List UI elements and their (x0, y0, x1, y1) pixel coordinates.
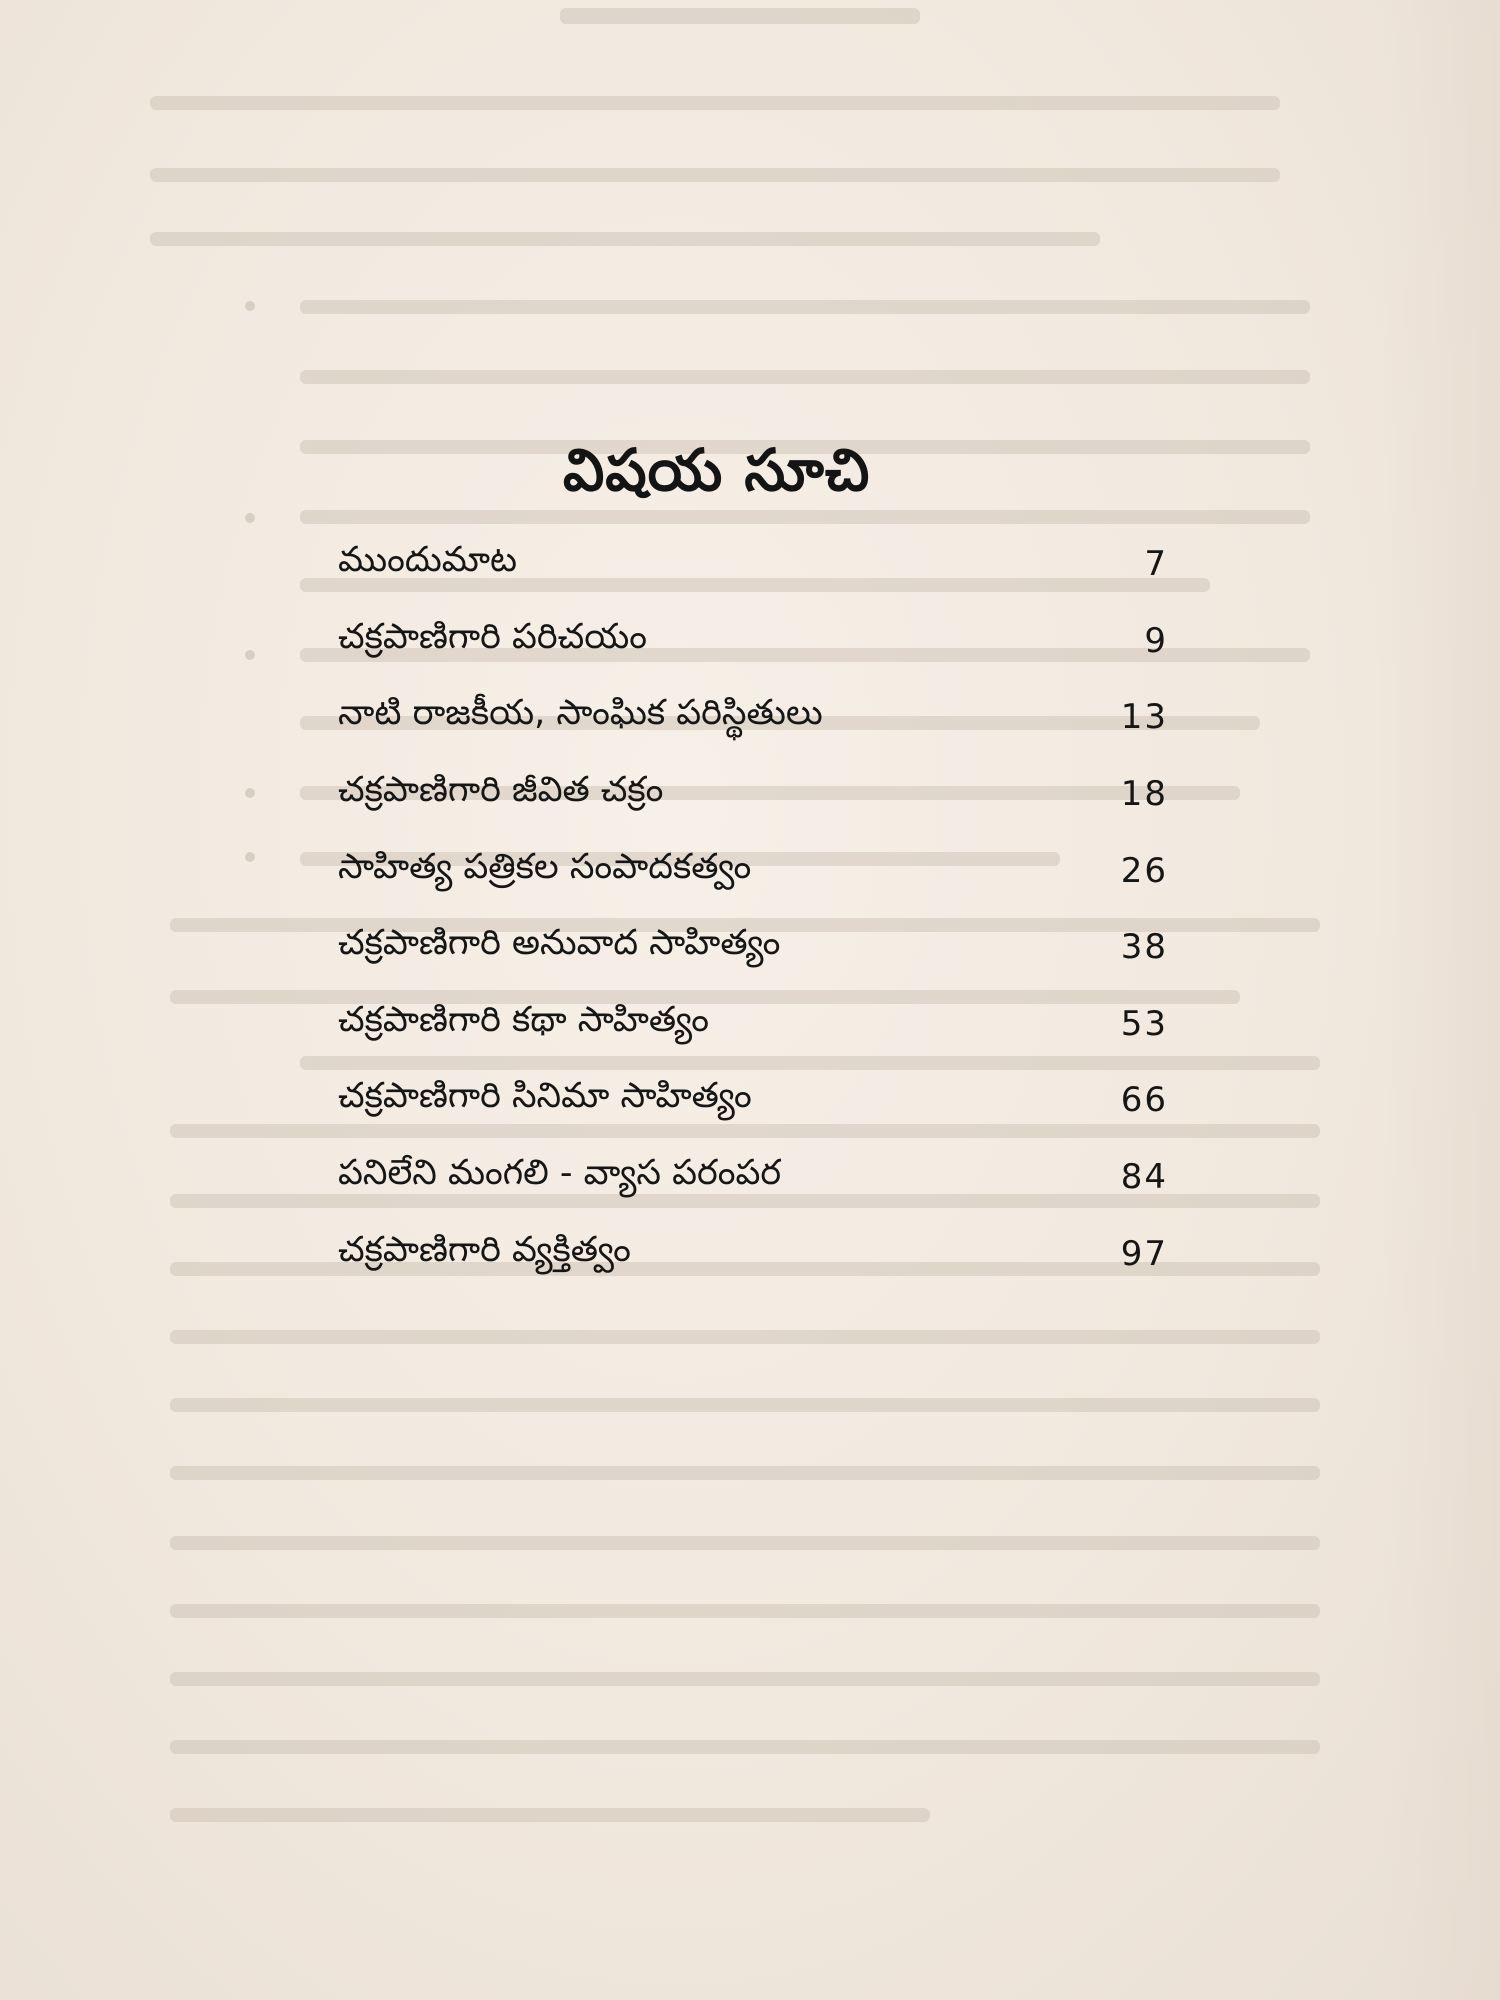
toc-entry-title: నాటి రాజకీయ, సాంఘిక పరిస్థితులు (338, 693, 823, 734)
toc-entry-page: 97 (1120, 1233, 1168, 1274)
toc-entry-page: 7 (1144, 544, 1168, 585)
toc-entry (338, 909, 1168, 986)
toc-entry-title: చక్రపాణిగారి అనువాద సాహిత్యం (338, 923, 781, 964)
toc-entry (338, 986, 1168, 1063)
toc-entry (338, 1215, 1168, 1292)
toc-entry (338, 756, 1168, 833)
toc-entry-title: చక్రపాణిగారి వ్యక్తిత్వం (338, 1229, 631, 1270)
toc-entry (338, 526, 1168, 603)
toc-entry-page: 13 (1120, 697, 1168, 738)
toc-entry-title: సాహిత్య పత్రికల సంపాదకత్వం (338, 846, 752, 887)
toc-entry-page: 9 (1144, 620, 1168, 661)
toc-entry (338, 832, 1168, 909)
toc-entry (338, 603, 1168, 680)
toc-entry-title: పనిలేని మంగలి - వ్యాస పరంపర (338, 1153, 782, 1194)
toc-entry (338, 679, 1168, 756)
toc-entry-page: 66 (1120, 1080, 1168, 1121)
toc-entry-title: చక్రపాణిగారి కథా సాహిత్యం (338, 999, 709, 1040)
toc-list (338, 526, 1168, 1292)
toc-entry (338, 1062, 1168, 1139)
toc-entry-page: 38 (1120, 927, 1168, 968)
toc-entry-title: చక్రపాణిగారి పరిచయం (338, 616, 647, 657)
toc-entry-page: 84 (1120, 1157, 1168, 1198)
toc-entry-title: చక్రపాణిగారి జీవిత చక్రం (338, 770, 664, 811)
table-of-contents (338, 420, 1168, 1300)
toc-entry-page: 26 (1120, 850, 1168, 891)
toc-entry (338, 1139, 1168, 1216)
toc-entry-page: 53 (1120, 1003, 1168, 1044)
toc-heading: విషయ సూచి (563, 436, 871, 504)
toc-entry-title: చక్రపాణిగారి సినిమా సాహిత్యం (338, 1076, 752, 1117)
toc-entry-title: ముందుమాట (338, 540, 517, 581)
toc-entry-page: 18 (1120, 774, 1168, 815)
